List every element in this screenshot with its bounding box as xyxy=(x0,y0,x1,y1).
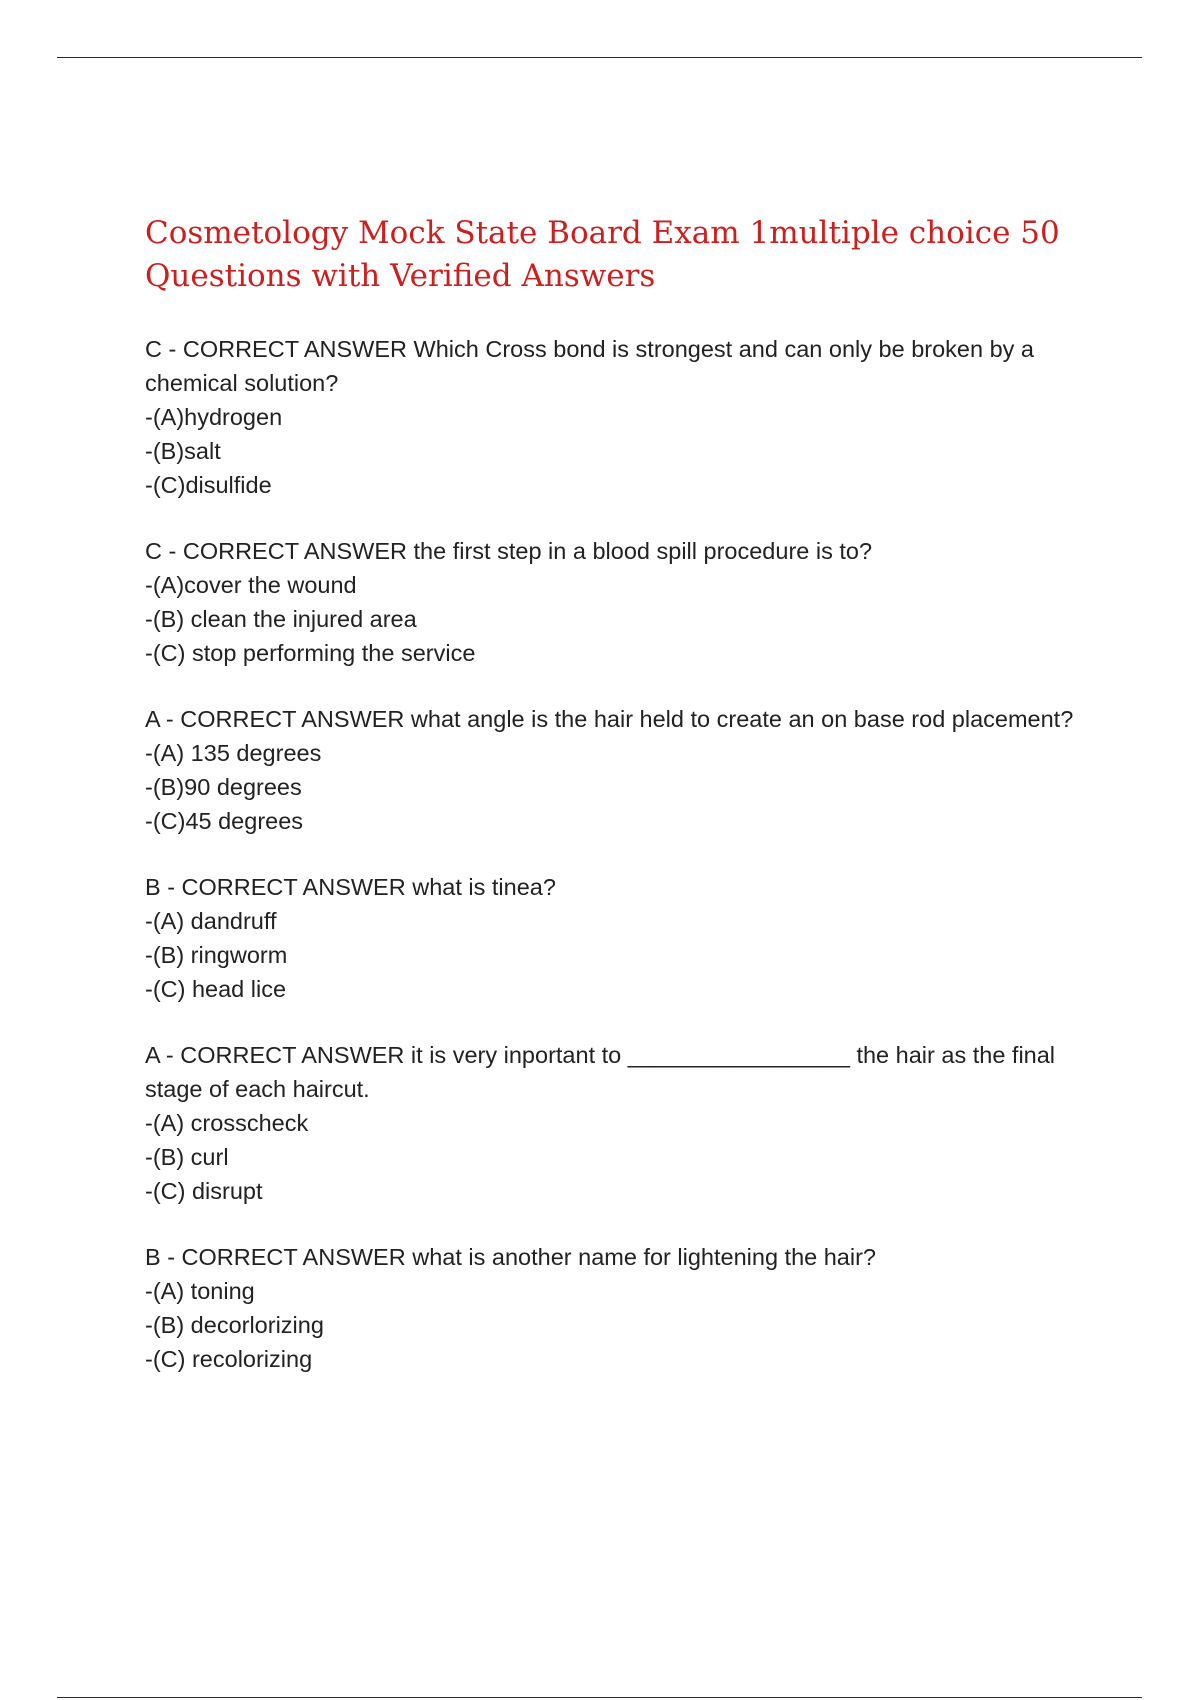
answer-option: -(B) ringworm xyxy=(145,942,288,968)
document-title xyxy=(145,212,1085,298)
answer-option: -(B) curl xyxy=(145,1144,229,1170)
answer-option: -(C) disrupt xyxy=(145,1178,263,1204)
answer-option: -(B) clean the injured area xyxy=(145,606,417,632)
question-block xyxy=(145,1240,1085,1376)
top-rule xyxy=(57,57,1142,58)
question-block xyxy=(145,870,1085,1006)
answer-option: -(A) toning xyxy=(145,1278,255,1304)
question-stem: A - CORRECT ANSWER it is very inportant to _________________ the hair as the final stage of each haircut. xyxy=(145,1042,1056,1102)
answer-option: -(C)disulfide xyxy=(145,472,272,498)
answer-option: -(B)90 degrees xyxy=(145,774,302,800)
answer-option: -(C) stop performing the service xyxy=(145,640,476,666)
answer-option: -(A) 135 degrees xyxy=(145,740,322,766)
answer-option: -(B)salt xyxy=(145,438,221,464)
title-line: Questions with Verified Answers xyxy=(145,258,656,294)
question-block xyxy=(145,534,1085,670)
question-stem: C - CORRECT ANSWER Which Cross bond is strongest and can only be broken by a chemical solution? xyxy=(145,336,1035,396)
question-block xyxy=(145,1038,1085,1208)
question-block xyxy=(145,332,1085,502)
bottom-rule xyxy=(57,1697,1142,1698)
question-block xyxy=(145,702,1085,838)
answer-option: -(A) crosscheck xyxy=(145,1110,309,1136)
question-stem: B - CORRECT ANSWER what is another name for lightening the hair? xyxy=(145,1244,876,1270)
title-line: Cosmetology Mock State Board Exam 1multiple choice 50 xyxy=(145,215,1060,251)
document-body xyxy=(145,212,1085,1408)
answer-option: -(A)cover the wound xyxy=(145,572,357,598)
answer-option: -(A) dandruff xyxy=(145,908,277,934)
question-stem: B - CORRECT ANSWER what is tinea? xyxy=(145,874,556,900)
answer-option: -(C)45 degrees xyxy=(145,808,304,834)
answer-option: -(A)hydrogen xyxy=(145,404,283,430)
answer-option: -(C) head lice xyxy=(145,976,287,1002)
question-stem: A - CORRECT ANSWER what angle is the hair held to create an on base rod placement? xyxy=(145,706,1074,732)
answer-option: -(B) decorlorizing xyxy=(145,1312,324,1338)
answer-option: -(C) recolorizing xyxy=(145,1346,313,1372)
question-stem: C - CORRECT ANSWER the first step in a blood spill procedure is to? xyxy=(145,538,873,564)
